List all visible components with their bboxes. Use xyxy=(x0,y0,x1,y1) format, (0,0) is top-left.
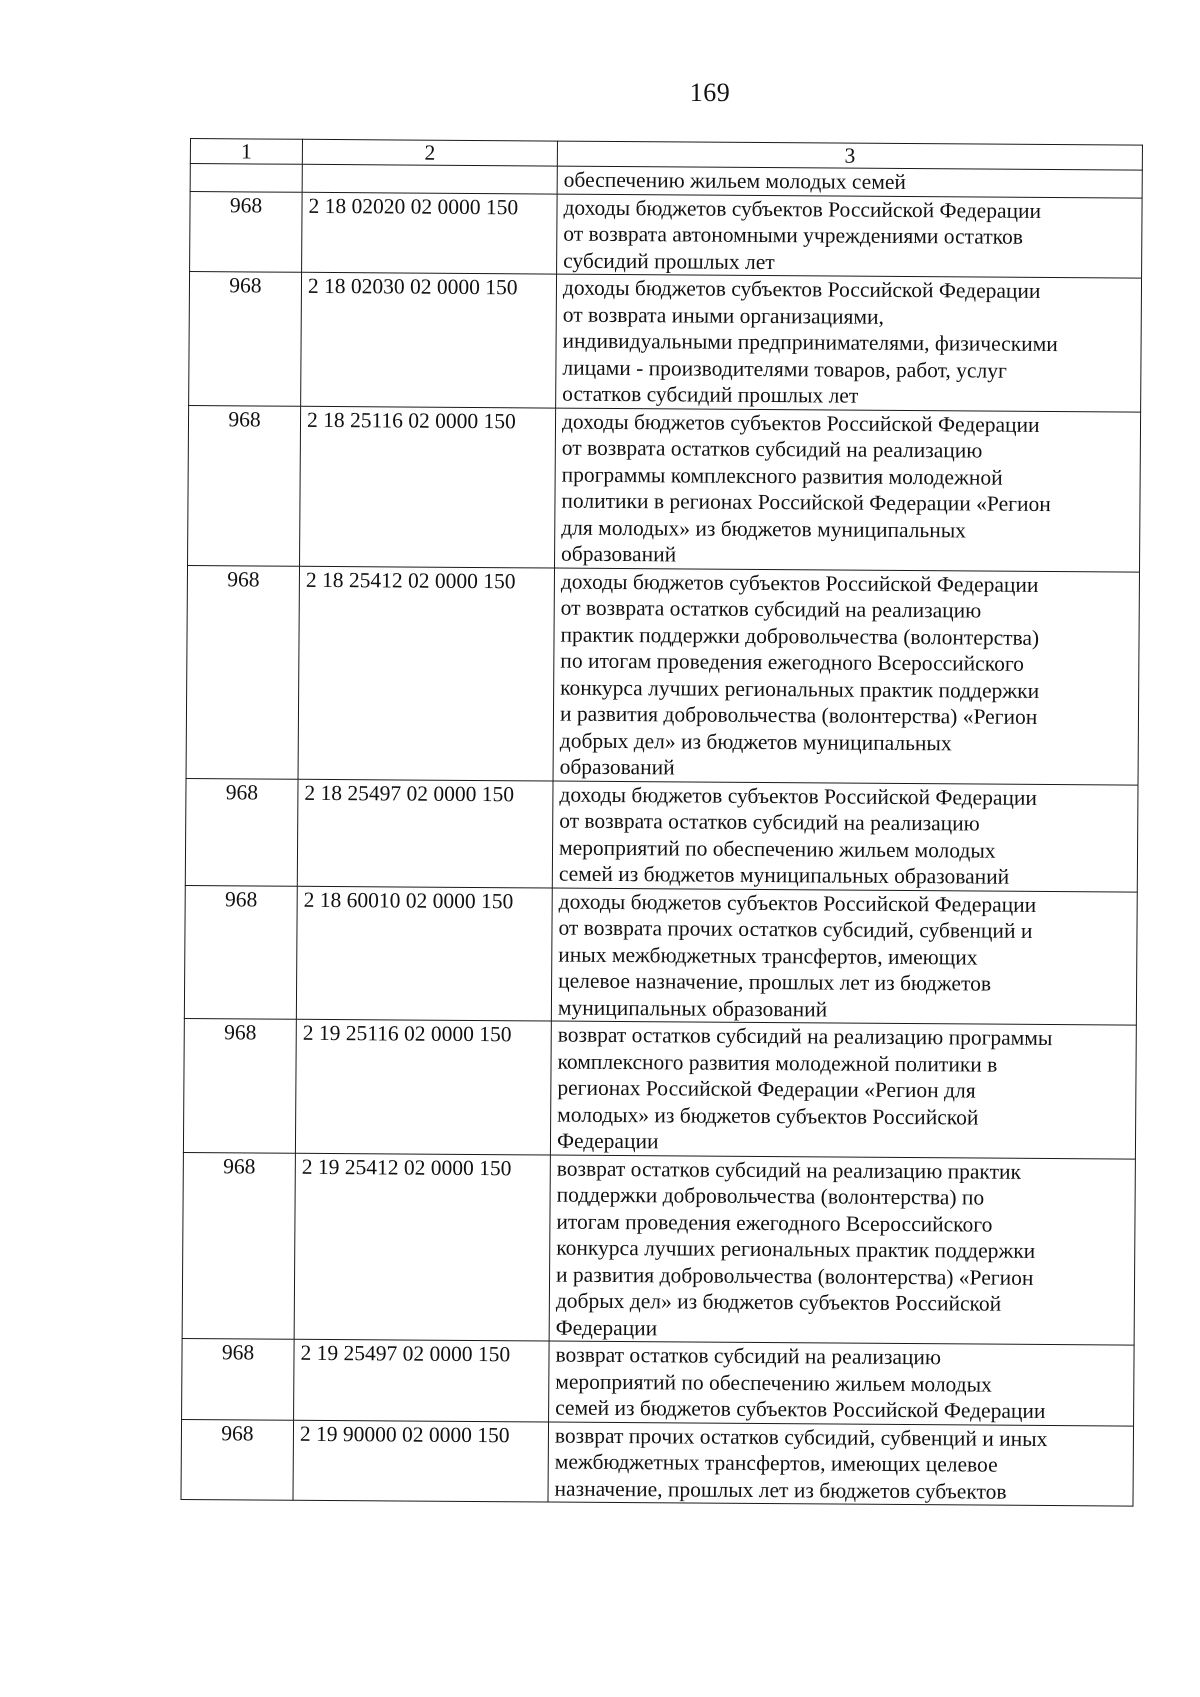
admin-code-cell: 968 xyxy=(185,778,298,886)
description-line: добрых дел» из бюджетов муниципальных xyxy=(559,728,952,755)
description-line: иных межбюджетных трансфертов, имеющих xyxy=(558,942,978,970)
description-line: поддержки добровольчества (волонтерства) по xyxy=(556,1182,985,1210)
budget-classification-code-cell: 2 18 02020 02 0000 150 xyxy=(302,192,558,274)
table-container xyxy=(180,138,1141,1507)
column-number-1: 1 xyxy=(190,139,302,165)
description-cell xyxy=(556,274,1142,412)
description-cell xyxy=(557,166,1142,198)
description-line: образований xyxy=(559,754,675,780)
admin-code-cell: 968 xyxy=(188,405,301,566)
admin-code-cell: 968 xyxy=(183,1018,296,1152)
description-line: доходы бюджетов субъектов Российской Федерации xyxy=(560,569,1039,597)
description-line: обеспечению жильем молодых семей xyxy=(563,167,907,194)
budget-classification-code-cell: 2 19 25497 02 0000 150 xyxy=(294,1339,550,1421)
description-line: возврат остатков субсидий на реализацию программы xyxy=(557,1022,1053,1051)
description-line: муниципальных образований xyxy=(557,995,828,1021)
description-line: по итогам проведения ежегодного Всероссийского xyxy=(560,648,1024,676)
description-cell xyxy=(548,1422,1134,1507)
description-line: лицами - производителями товаров, работ, услуг xyxy=(562,355,1007,383)
description-line: молодых» из бюджетов субъектов Российской xyxy=(557,1102,979,1130)
description-line: индивидуальными предпринимателями, физическими xyxy=(562,328,1058,357)
admin-code-cell: 968 xyxy=(181,1419,294,1500)
admin-code-cell: 968 xyxy=(189,272,302,406)
description-line: доходы бюджетов субъектов Российской Федерации xyxy=(563,195,1042,223)
admin-code-cell: 968 xyxy=(184,885,297,1019)
description-cell xyxy=(553,568,1139,785)
budget-classification-code-cell: 2 18 60010 02 0000 150 xyxy=(296,886,552,1021)
description-line: семей из бюджетов субъектов Российской Федерации xyxy=(555,1395,1046,1424)
description-line: доходы бюджетов субъектов Российской Федерации xyxy=(559,782,1038,810)
description-line: возврат прочих остатков субсидий, субвенций и иных xyxy=(554,1423,1048,1451)
description-line: программы комплексного развития молодежной xyxy=(561,462,1003,490)
budget-classification-code-cell: 2 18 25412 02 0000 150 xyxy=(298,566,554,781)
admin-code-cell xyxy=(190,164,302,192)
description-line: от возврата остатков субсидий на реализацию xyxy=(560,595,982,623)
description-line: комплексного развития молодежной политики в xyxy=(557,1049,998,1077)
description-line: от возврата иными организациями, xyxy=(562,302,885,329)
budget-codes-table xyxy=(180,138,1142,1507)
column-number-3: 3 xyxy=(557,141,1142,170)
description-line: межбюджетных трансфертов, имеющих целевое xyxy=(554,1449,998,1477)
column-number-2: 2 xyxy=(302,139,557,166)
description-line: добрых дел» из бюджетов субъектов Российской xyxy=(555,1288,1002,1316)
table-row xyxy=(186,565,1139,785)
table-row xyxy=(183,1018,1136,1158)
budget-classification-code-cell: 2 19 90000 02 0000 150 xyxy=(293,1420,549,1502)
budget-classification-code-cell: 2 19 25116 02 0000 150 xyxy=(295,1019,551,1154)
description-line: Федерации xyxy=(555,1315,658,1340)
admin-code-cell: 968 xyxy=(186,565,299,779)
description-line: доходы бюджетов субъектов Российской Федерации xyxy=(562,275,1041,303)
description-line: от возврата остатков субсидий на реализацию xyxy=(559,808,980,836)
description-cell xyxy=(551,888,1137,1026)
table-row xyxy=(188,405,1141,572)
description-line: конкурса лучших региональных практик поддержки xyxy=(556,1235,1036,1263)
description-line: от возврата прочих остатков субсидий, субвенций и xyxy=(558,915,1033,943)
budget-classification-code-cell: 2 18 02030 02 0000 150 xyxy=(301,272,557,407)
description-line: и развития добровольчества (волонтерства) «Регион xyxy=(555,1262,1034,1290)
table-row xyxy=(182,1152,1135,1345)
description-line: назначение, прошлых лет из бюджетов субъектов xyxy=(554,1476,1007,1504)
description-line: политики в регионах Российской Федерации «Регион xyxy=(561,488,1051,517)
description-line: возврат остатков субсидий на реализацию практик xyxy=(556,1156,1022,1184)
table-row xyxy=(181,1419,1134,1506)
description-line: от возврата автономными учреждениями остатков xyxy=(563,221,1023,249)
description-line: практик поддержки добровольчества (волонтерства) xyxy=(560,622,1040,650)
description-cell xyxy=(549,1155,1135,1346)
description-line: остатков субсидий прошлых лет xyxy=(562,381,859,408)
description-line: субсидий прошлых лет xyxy=(563,248,775,274)
table-row xyxy=(189,272,1142,412)
admin-code-cell: 968 xyxy=(182,1338,295,1419)
page-number: 169 xyxy=(689,78,731,107)
description-line: итогам проведения ежегодного Всероссийского xyxy=(556,1209,993,1237)
description-line: конкурса лучших региональных практик поддержки xyxy=(560,675,1040,703)
table-body xyxy=(181,164,1142,1507)
budget-classification-code-cell xyxy=(302,164,557,193)
description-cell xyxy=(550,1021,1136,1159)
description-line: мероприятий по обеспечению жильем молодых xyxy=(555,1369,992,1397)
description-line: возврат остатков субсидий на реализацию xyxy=(555,1342,942,1370)
table-row xyxy=(184,885,1137,1025)
description-cell xyxy=(557,194,1143,279)
description-line: доходы бюджетов субъектов Российской Федерации xyxy=(558,889,1037,917)
description-line: для молодых» из бюджетов муниципальных xyxy=(561,515,967,542)
budget-classification-code-cell: 2 18 25497 02 0000 150 xyxy=(297,779,553,888)
table-row xyxy=(190,191,1143,278)
budget-classification-code-cell: 2 19 25412 02 0000 150 xyxy=(294,1153,550,1341)
description-line: регионах Российской Федерации «Регион для xyxy=(557,1075,976,1103)
description-line: Федерации xyxy=(556,1128,659,1154)
description-line: и развития добровольчества (волонтерства) «Регион xyxy=(559,701,1038,729)
description-cell xyxy=(552,781,1138,892)
description-line: целевое назначение, прошлых лет из бюджетов xyxy=(558,968,992,996)
admin-code-cell: 968 xyxy=(182,1152,295,1339)
description-line: семей из бюджетов муниципальных образований xyxy=(558,861,1010,889)
admin-code-cell: 968 xyxy=(190,191,303,272)
description-line: образований xyxy=(561,541,677,567)
table-row xyxy=(182,1338,1135,1425)
description-line: доходы бюджетов субъектов Российской Федерации xyxy=(561,409,1040,437)
table-row xyxy=(185,778,1138,892)
description-line: от возврата остатков субсидий на реализацию xyxy=(561,435,983,463)
budget-classification-code-cell: 2 18 25116 02 0000 150 xyxy=(300,406,556,568)
description-cell xyxy=(555,408,1141,572)
description-cell xyxy=(549,1341,1135,1426)
description-line: мероприятий по обеспечению жильем молодых xyxy=(558,835,996,863)
